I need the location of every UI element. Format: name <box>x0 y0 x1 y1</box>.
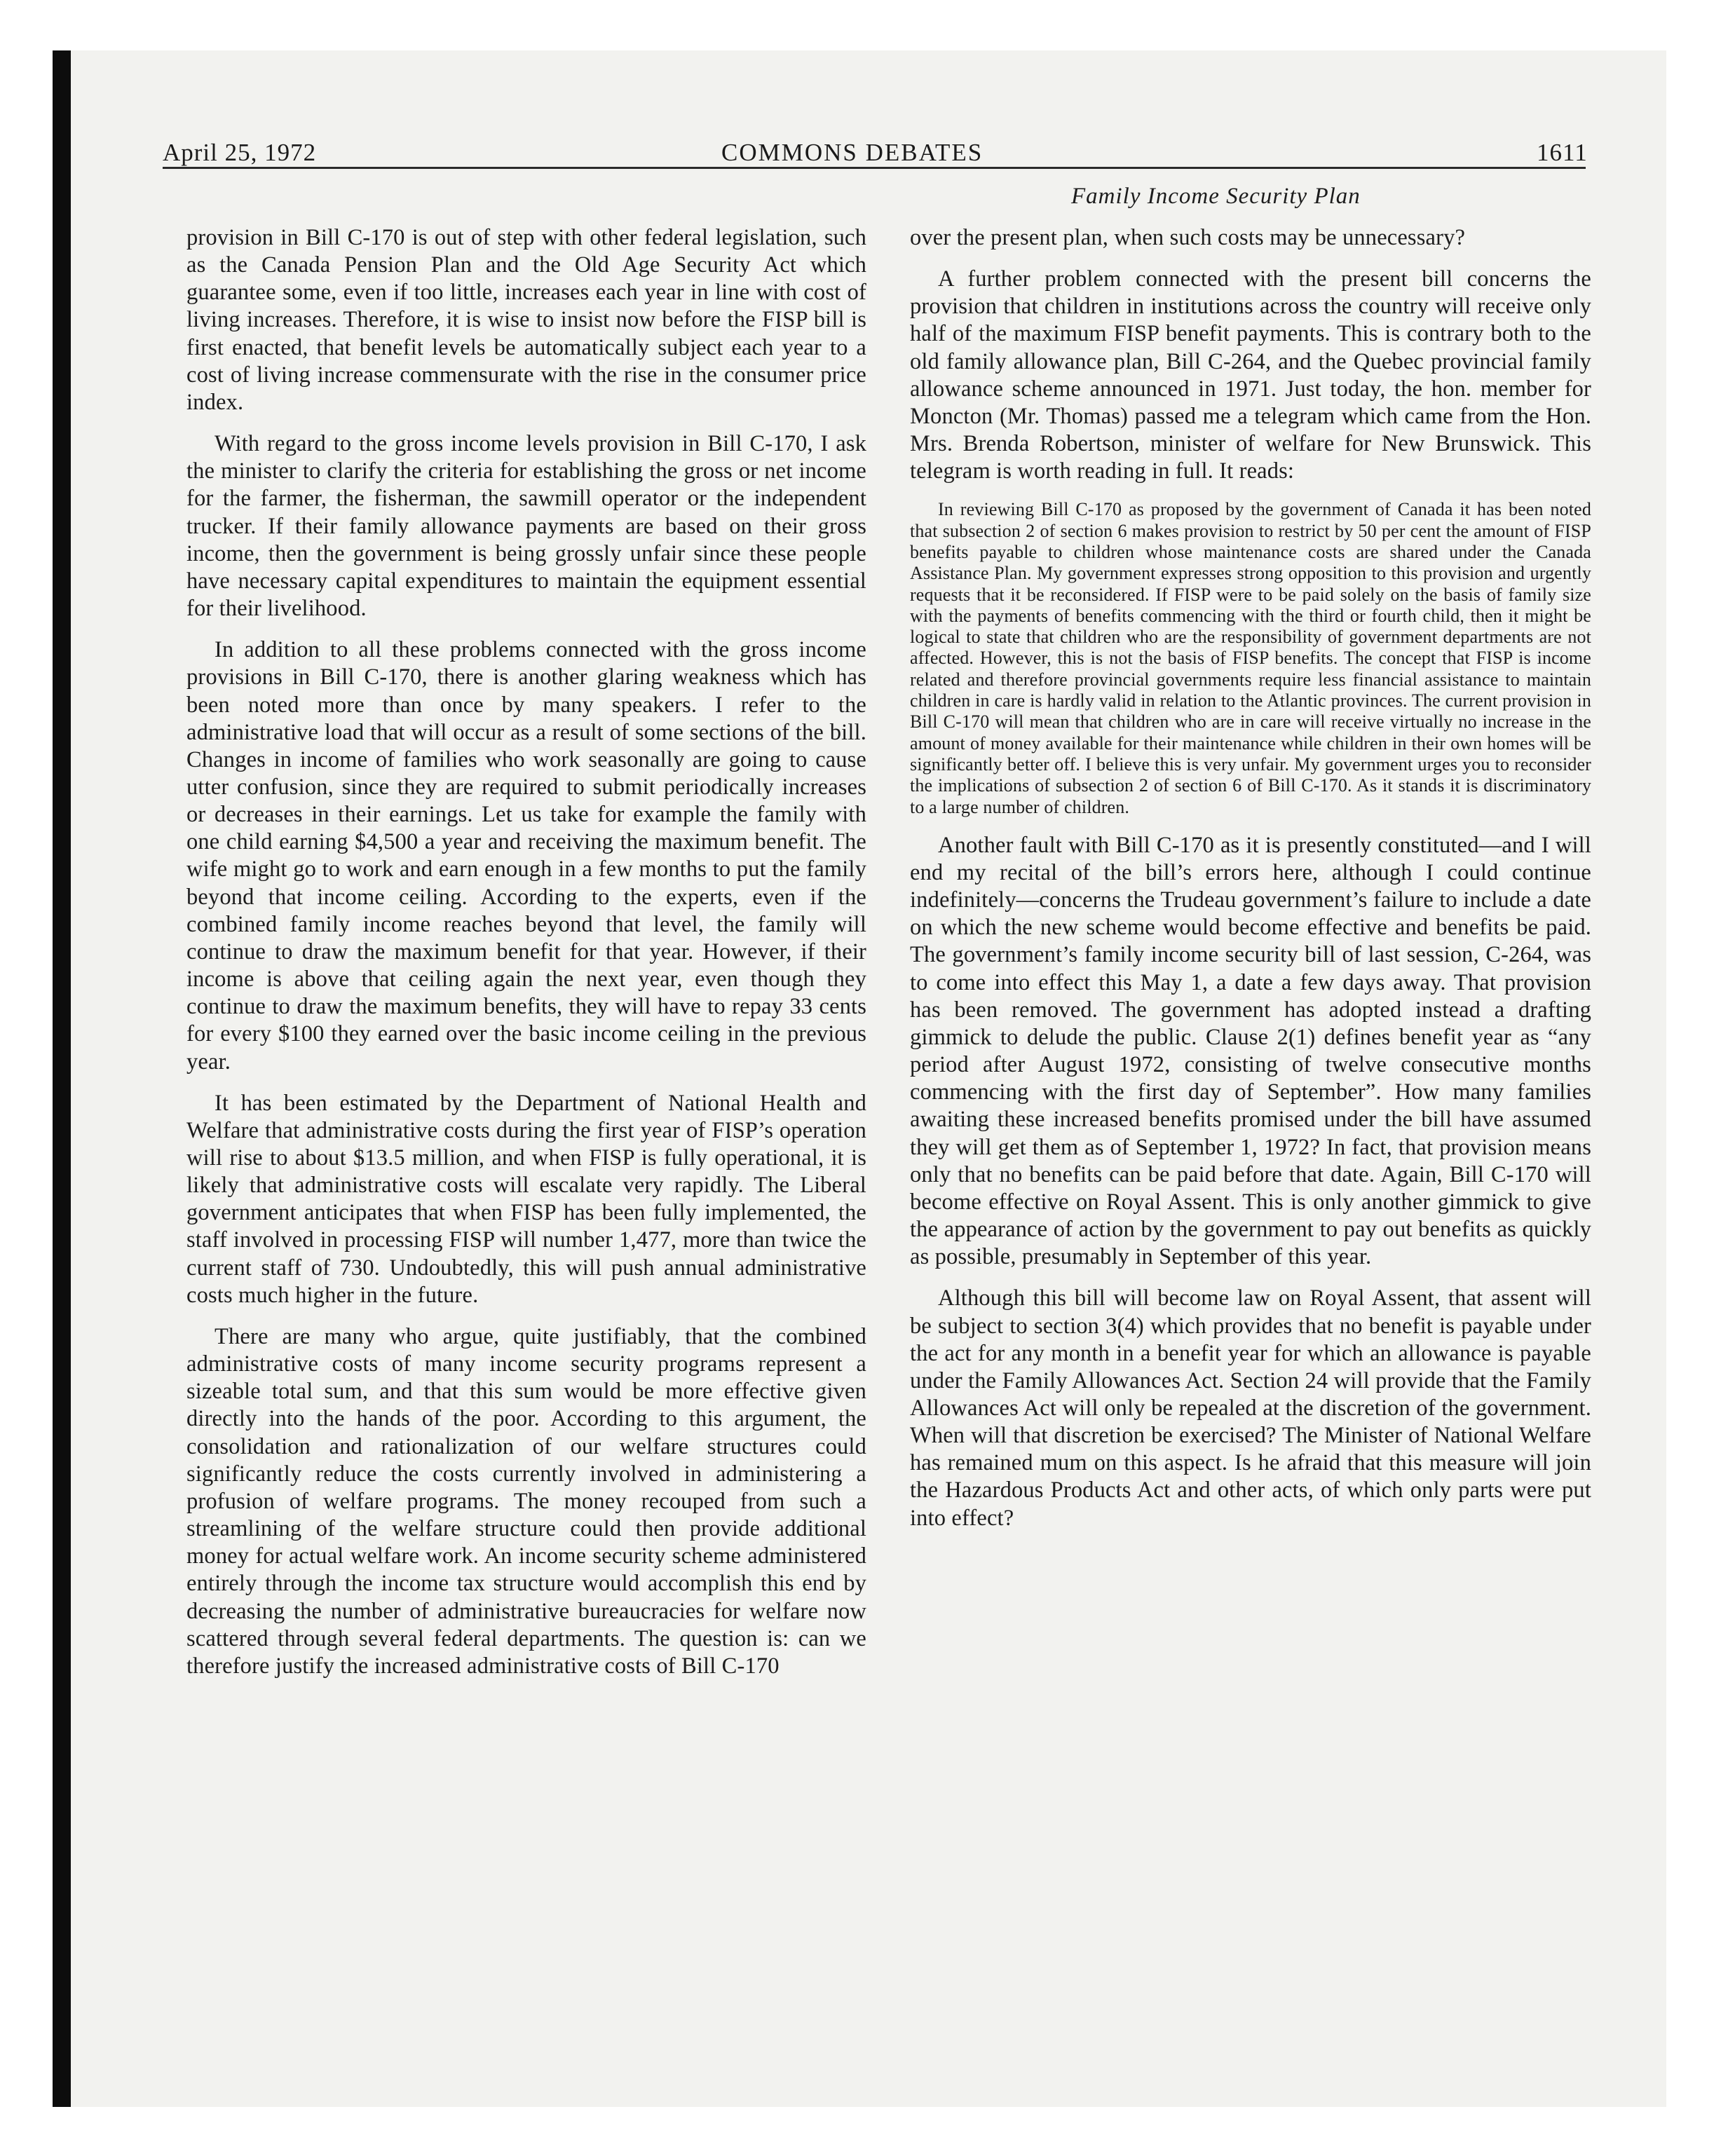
paragraph: There are many who argue, quite justifiably, that the combined administrative costs of many income security programs represent a sizeable total sum, and that this sum would be more effective given directly into the hands of the poor. According to this argument, the consolidation and rationalization of our welfare structures could significantly reduce the costs currently involved in administering a profusion of welfare programs. The money recouped from such a streamlining of the welfare structure could then provide additional money for actual welfare work. An income security scheme administered entirely through the income tax structure would accomplish this end by decreasing the number of administrative bureaucracies for welfare now scattered through several federal departments. The question is: can we therefore justify the increased administrative costs of Bill C-170 <box>186 1323 866 1679</box>
header-title: COMMONS DEBATES <box>721 139 984 166</box>
header-rule <box>163 167 1586 169</box>
paragraph: provision in Bill C-170 is out of step with other federal legislation, such as the Canada Pension Plan and the Old Age Security Act which guarantee some, even if too little, increases each year in line with cost of living increases. Therefore, it is wise to insist now before the FISP bill is first enacted, that benefit levels be automatically subject each year to a cost of living increase commensurate with the rise in the consumer price index. <box>186 225 866 415</box>
paragraph: A further problem connected with the present bill concerns the provision that children in institutions across the country will receive only half of the maximum FISP benefit payments. This is contrary both to the old family allowance plan, Bill C-264, and the Quebec provincial family allowance scheme announced in 1971. Just today, the hon. member for Moncton (Mr. Thomas) passed me a telegram which came from the Hon. Mrs. Brenda Robertson, minister of welfare for New Brunswick. This telegram is worth reading in full. It reads: <box>910 266 1591 484</box>
telegram-quote <box>910 499 1591 817</box>
paragraph: In addition to all these problems connected with the gross income provisions in Bill C-170, there is another glaring weakness which has been noted more than once by many speakers. I refer to the administrative load that will occur as a result of some sections of the bill. Changes in income of families who work seasonally are going to cause utter confusion, since they are required to submit periodically increases or decreases in their earnings. Let us take for example the family with one child earning $4,500 a year and receiving the maximum benefit. The wife might go to work and earn enough in a few months to put the family beyond that income ceiling. According to the experts, even if the combined family income reaches beyond that level, the family will continue to draw the maximum benefit for that year. However, if their income is above that ceiling again the next year, even though they continue to draw the maximum benefits, they will have to repay 33 cents for every $100 they earned over the basic income ceiling in the previous year. <box>186 637 866 1074</box>
paragraph: With regard to the gross income levels provision in Bill C-170, I ask the minister to clarify the criteria for establishing the gross or net income for the farmer, the fisherman, the sawmill operator or the independent trucker. If their family allowance payments are based on their gross income, then the government is being grossly unfair since these people have necessary capital expenditures to maintain the equipment essential for their livelihood. <box>186 431 866 622</box>
paragraph: Another fault with Bill C-170 as it is presently constituted—and I will end my recital of the bill’s errors here, although I could continue indefinitely—concerns the Trudeau government’s failure to include a date on which the new scheme would become effective and benefits be paid. The government’s family income security bill of last session, C-264, was to come into effect this May 1, a date a few days away. That provision has been removed. The government has adopted instead a drafting gimmick to delude the public. Clause 2(1) defines benefit year as “any period after August 1972, consisting of twelve consecutive months commencing with the first day of September”. How many families awaiting these increased benefits promised under the bill have assumed they will get them as of September 1, 1972? In fact, that provision means only that no benefits can be paid before that date. Again, Bill C-170 will become effective on Royal Assent. This is only another gimmick to give the appearance of action by the government to pay out benefits as quickly as possible, presumably in September of this year. <box>910 832 1591 1270</box>
header-date: April 25, 1972 <box>163 139 317 166</box>
scan-edge-shadow <box>53 50 71 2107</box>
section-subtitle: Family Income Security Plan <box>1071 184 1361 209</box>
left-column <box>186 224 866 1694</box>
paragraph-continuation: over the present plan, when such costs may be unnecessary? <box>910 225 1466 250</box>
paragraph: Although this bill will become law on Royal Assent, that assent will be subject to section 3(4) which provides that no benefit is payable under the act for any month in a benefit year for which an allowance is payable under the Family Allowances Act. Section 24 will provide that the Family Allowances Act will only be repealed at the discretion of the government. When will that discretion be exercised? The Minister of National Welfare has remained mum on this aspect. Is he afraid that this measure will join the Hazardous Products Act and other acts, of which only parts were put into effect? <box>910 1285 1591 1531</box>
telegram-text: In reviewing Bill C-170 as proposed by the government of Canada it has been noted that subsection 2 of section 6 makes provision to restrict by 50 per cent the amount of FISP benefits payable to children whose maintenance costs are shared under the Canada Assistance Plan. My government expresses strong opposition to this provision and urgently requests that it be reconsidered. If FISP were to be paid solely on the basis of family size with the payments of benefits commencing with the third or fourth child, then it might be logical to state that children who are the responsibility of government departments are not affected. However, this is not the basis of FISP benefits. The concept that FISP is income related and therefore provincial governments require less financial assistance to maintain children in care is hardly valid in relation to the Atlantic provinces. The current provision in Bill C-170 will mean that children who are in care will receive virtually no increase in the amount of money available for their maintenance while children in their own homes will be significantly better off. I believe this is very unfair. My government urges you to reconsider the implications of subsection 2 of section 6 of Bill C-170. As it stands it is discriminatory to a large number of children. <box>910 499 1591 817</box>
paragraph: It has been estimated by the Department of National Health and Welfare that administrative costs during the first year of FISP’s operation will rise to about $13.5 million, and when FISP is fully operational, it is likely that administrative costs will escalate very rapidly. The Liberal government anticipates that when FISP has been fully implemented, the staff involved in processing FISP will number 1,477, more than twice the current staff of 730. Undoubtedly, this will push annual administrative costs much higher in the future. <box>186 1090 866 1308</box>
header-page-number: 1611 <box>1537 139 1588 166</box>
right-column <box>910 224 1591 1546</box>
